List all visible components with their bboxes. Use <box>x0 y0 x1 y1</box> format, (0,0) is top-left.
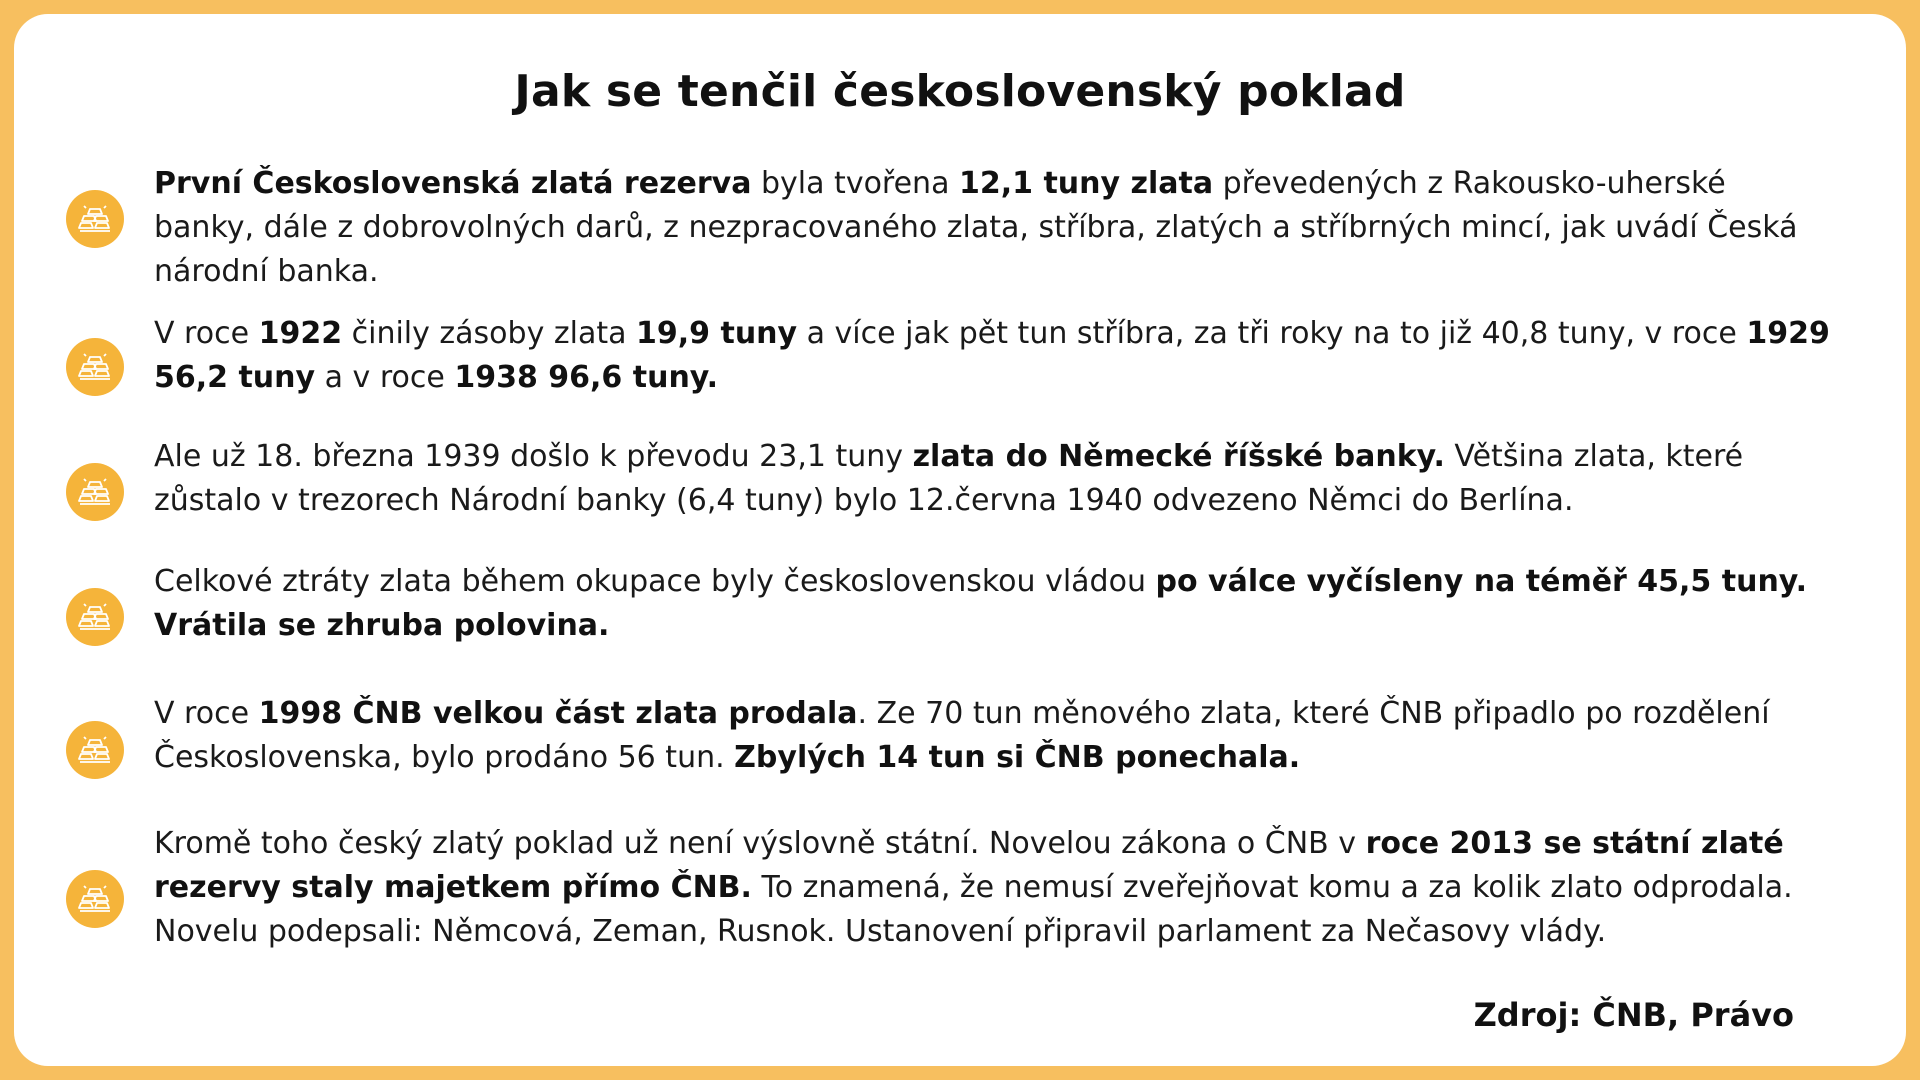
bold-text: Zbylých 14 tun si ČNB ponechala. <box>734 740 1301 775</box>
item-text <box>154 162 1830 294</box>
plain-text: převedených z Rakousko-uherské banky, dále z dobrovolných darů, z nezpracovaného zlata, stříbra, zlatých a stříbrných mincí, jak uvádí Česká národní banka. <box>154 166 1798 289</box>
source-note: Zdroj: ČNB, Právo <box>1473 996 1794 1034</box>
list-item <box>50 822 1830 962</box>
bold-text: 1938 96,6 tuny. <box>454 360 719 395</box>
plain-text: Celkové ztráty zlata během okupace byly československou vládou <box>154 564 1156 599</box>
bold-text: 12,1 tuny zlata <box>959 166 1214 201</box>
plain-text: a v roce <box>315 360 455 395</box>
bold-text: První Československá zlatá rezerva <box>154 166 752 201</box>
list-item <box>50 560 1830 700</box>
bold-text: 1929 56,2 tuny <box>154 316 1830 395</box>
bold-text: po válce vyčísleny na téměř 45,5 tuny. Vrátila se zhruba polovina. <box>154 564 1808 643</box>
content-card <box>14 14 1906 1066</box>
list-item <box>50 312 1830 452</box>
list-item <box>50 692 1830 832</box>
list-item <box>50 435 1830 575</box>
plain-text: byla tvořena <box>751 166 959 201</box>
gold-bars-icon <box>66 463 124 521</box>
gold-bars-icon <box>66 721 124 779</box>
plain-text: To znamená, že nemusí zveřejňovat komu a za kolik zlato odprodala. Novelu podepsali: Němcová, Zeman, Rusnok. Ustanovení připravil parlament za Nečasovy vlády. <box>154 870 1793 949</box>
plain-text: V roce <box>154 316 259 351</box>
plain-text: Většina zlata, které zůstalo v trezorech Národní banky (6,4 tuny) bylo 12.června 1940 odvezeno Němci do Berlína. <box>154 439 1744 518</box>
bold-text: zlata do Německé říšské banky. <box>912 439 1445 474</box>
plain-text: a více jak pět tun stříbra, za tři roky na to již 40,8 tuny, v roce <box>797 316 1747 351</box>
gold-bars-icon <box>66 338 124 396</box>
item-text <box>154 560 1830 648</box>
plain-text: . Ze 70 tun měnového zlata, které ČNB připadlo po rozdělení Československa, bylo prodáno 56 tun. <box>154 696 1770 775</box>
gold-bars-icon <box>66 870 124 928</box>
gold-bars-icon <box>66 588 124 646</box>
plain-text: Ale už 18. března 1939 došlo k převodu 23,1 tuny <box>154 439 913 474</box>
bold-text: 19,9 tuny <box>636 316 798 351</box>
item-text <box>154 435 1830 523</box>
item-text <box>154 312 1830 400</box>
list-item <box>50 162 1830 302</box>
page-title: Jak se tenčil československý poklad <box>514 66 1406 117</box>
item-text <box>154 692 1830 780</box>
plain-text: V roce <box>154 696 259 731</box>
gold-bars-icon <box>66 190 124 248</box>
item-text <box>154 822 1830 954</box>
bold-text: roce 2013 se státní zlaté rezervy staly majetkem přímo ČNB. <box>154 826 1784 905</box>
plain-text: Kromě toho český zlatý poklad už není výslovně státní. Novelou zákona o ČNB v <box>154 826 1366 861</box>
plain-text: činily zásoby zlata <box>342 316 637 351</box>
bold-text: 1998 ČNB velkou část zlata prodala <box>258 696 858 731</box>
bold-text: 1922 <box>258 316 343 351</box>
